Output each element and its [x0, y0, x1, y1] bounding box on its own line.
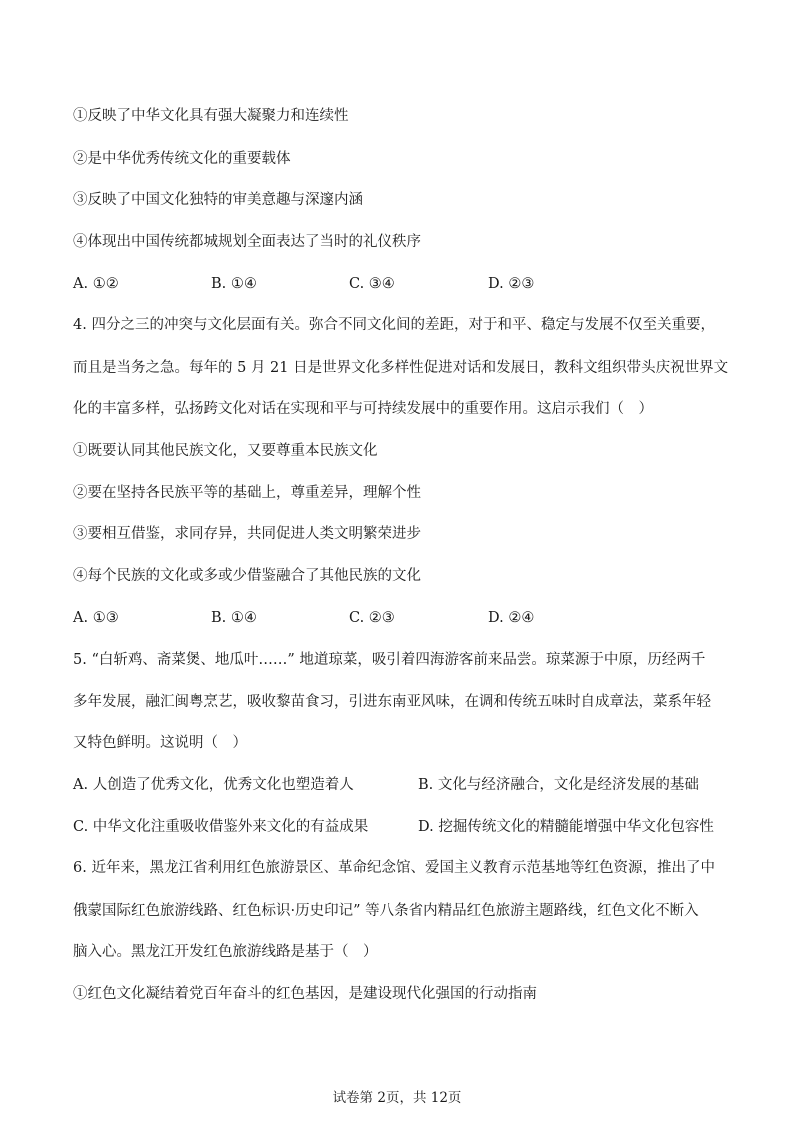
q5-option-d: D. 挖掘传统文化的精髓能增强中华文化包容性: [418, 819, 714, 835]
q6-stem-line-1: 6. 近年来，黑龙江省利用红色旅游景区、革命纪念馆、爱国主义教育示范基地等红色资源，推出了中: [73, 860, 715, 876]
q4-option-d: D. ②④: [488, 610, 535, 626]
q4-option-a: A. ①③: [73, 610, 119, 626]
q3-statement-3: ③反映了中国文化独特的审美意趣与深邃内涵: [73, 192, 363, 208]
q3-statement-1: ①反映了中华文化具有强大凝聚力和连续性: [73, 108, 349, 124]
q3-option-d: D. ②③: [488, 276, 535, 292]
q5-stem-line-1: 5. “白斩鸡、斋菜煲、地瓜叶……” 地道琼菜，吸引着四海游客前来品尝。琼菜源于中原，历经两千: [73, 652, 706, 668]
q4-statement-2: ②要在坚持各民族平等的基础上，尊重差异，理解个性: [73, 485, 421, 501]
q4-stem-line-2: 而且是当务之急。每年的 5 月 21 日是世界文化多样性促进对话和发展日，教科文组织带头庆祝世界文: [73, 360, 729, 376]
q5-option-b: B. 文化与经济融合，文化是经济发展的基础: [418, 777, 699, 793]
page-footer: 试卷第 2页，共 12页: [332, 1090, 462, 1106]
q4-statement-3: ③要相互借鉴，求同存异，共同促进人类文明繁荣进步: [73, 526, 421, 542]
q4-option-b: B. ①④: [211, 610, 257, 626]
q6-stem-line-2: 俄蒙国际红色旅游线路、红色标识·历史印记” 等八条省内精品红色旅游主题路线，红色文化不断入: [73, 903, 699, 919]
q3-statement-2: ②是中华优秀传统文化的重要载体: [73, 151, 291, 167]
q3-option-a: A. ①②: [73, 276, 119, 292]
q4-statement-1: ①既要认同其他民族文化，又要尊重本民族文化: [73, 443, 378, 459]
q4-stem-line-1: 4. 四分之三的冲突与文化层面有关。弥合不同文化间的差距，对于和平、稳定与发展不仅至关重要，: [73, 317, 715, 333]
q5-stem-line-3: 又特色鲜明。这说明（ ）: [73, 735, 247, 751]
q5-option-c: C. 中华文化注重吸收借鉴外来文化的有益成果: [73, 819, 369, 835]
q3-statement-4: ④体现出中国传统都城规划全面表达了当时的礼仪秩序: [73, 234, 421, 250]
q3-option-c: C. ③④: [349, 276, 395, 292]
q4-option-c: C. ②③: [349, 610, 395, 626]
q4-stem-line-3: 化的丰富多样，弘扬跨文化对话在实现和平与可持续发展中的重要作用。这启示我们（ ）: [73, 401, 653, 417]
q6-statement-1: ①红色文化凝结着党百年奋斗的红色基因，是建设现代化强国的行动指南: [73, 986, 537, 1002]
q4-statement-4: ④每个民族的文化或多或少借鉴融合了其他民族的文化: [73, 568, 421, 584]
q3-option-b: B. ①④: [211, 276, 257, 292]
q5-stem-line-2: 多年发展，融汇闽粤烹艺，吸收黎苗食习，引进东南亚风味，在调和传统五味时自成章法，菜系年轻: [73, 694, 711, 710]
q6-stem-line-3: 脑入心。黑龙江开发红色旅游线路是基于（ ）: [73, 944, 378, 960]
q5-option-a: A. 人创造了优秀文化，优秀文化也塑造着人: [73, 777, 354, 793]
